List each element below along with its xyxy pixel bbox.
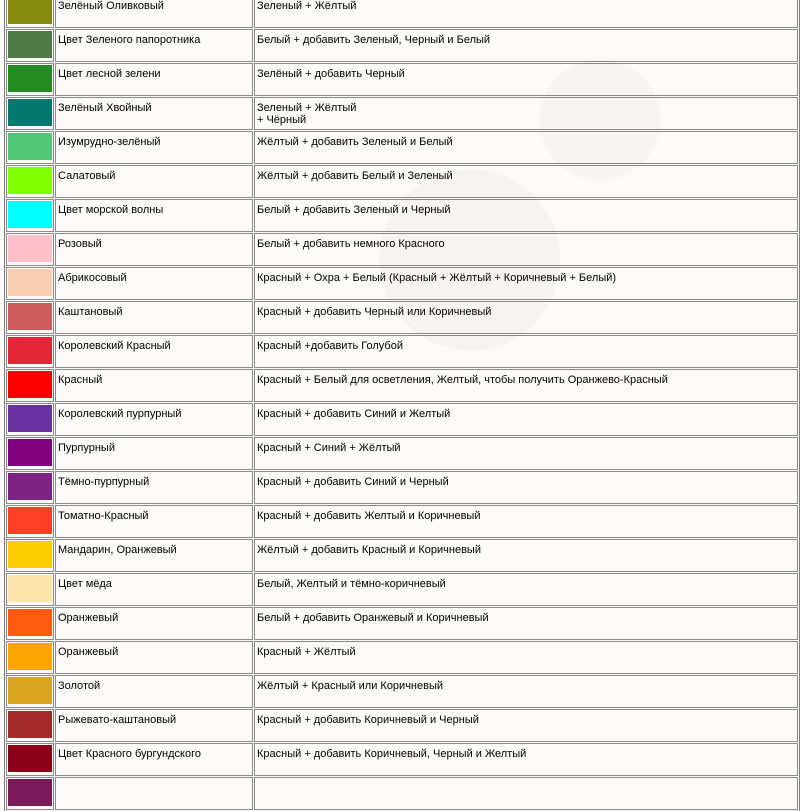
table-row [6, 301, 798, 334]
mix-recipe-cell [254, 165, 798, 198]
color-swatch [8, 779, 52, 806]
mix-recipe: Красный +добавить Голубой [257, 340, 403, 352]
color-name-cell [55, 29, 253, 62]
swatch-cell [6, 777, 54, 810]
color-name-cell [55, 63, 253, 96]
color-name: Оранжевый [58, 646, 119, 658]
color-swatch [8, 303, 52, 330]
color-name-cell [55, 335, 253, 368]
table-row [6, 29, 798, 62]
mix-recipe-cell [254, 437, 798, 470]
color-swatch [8, 643, 52, 670]
color-name-cell [55, 301, 253, 334]
table-row [6, 267, 798, 300]
swatch-cell [6, 199, 54, 232]
color-table-body [6, 0, 798, 810]
mix-recipe: Красный + добавить Коричневый и Черный [257, 714, 479, 726]
color-swatch [8, 235, 52, 262]
table-row [6, 641, 798, 674]
swatch-cell [6, 369, 54, 402]
swatch-cell [6, 335, 54, 368]
color-name-cell [55, 0, 253, 28]
mix-recipe: Красный + добавить Синий и Желтый [257, 408, 451, 420]
table-row [6, 63, 798, 96]
table-row [6, 403, 798, 436]
color-name-cell [55, 777, 253, 810]
color-name: Салатовый [58, 170, 116, 182]
color-name-cell [55, 471, 253, 504]
table-row [6, 777, 798, 810]
table-row [6, 369, 798, 402]
swatch-cell [6, 607, 54, 640]
mix-recipe: Зеленый + Жёлтый [257, 0, 357, 12]
color-name: Розовый [58, 238, 102, 250]
color-swatch [8, 269, 52, 296]
mix-recipe: Жёлтый + добавить Белый и Зеленый [257, 170, 453, 182]
swatch-cell [6, 165, 54, 198]
swatch-cell [6, 539, 54, 572]
color-swatch [8, 677, 52, 704]
mix-recipe-cell [254, 777, 798, 810]
mix-recipe-cell [254, 369, 798, 402]
swatch-cell [6, 471, 54, 504]
color-name-cell [55, 675, 253, 708]
color-name-cell [55, 199, 253, 232]
mix-recipe-cell [254, 607, 798, 640]
table-row [6, 437, 798, 470]
color-name-cell [55, 505, 253, 538]
color-swatch [8, 507, 52, 534]
swatch-cell [6, 437, 54, 470]
color-name-cell [55, 97, 253, 130]
mix-recipe: Белый + добавить Зеленый, Черный и Белый [257, 34, 491, 46]
color-swatch [8, 609, 52, 636]
table-row [6, 165, 798, 198]
mix-recipe-cell [254, 97, 798, 130]
swatch-cell [6, 131, 54, 164]
color-name: Цвет мёда [58, 578, 112, 590]
mix-recipe-cell [254, 335, 798, 368]
swatch-cell [6, 301, 54, 334]
color-name: Цвет Красного бургундского [58, 748, 201, 760]
color-name-cell [55, 403, 253, 436]
color-name: Томатно-Красный [58, 510, 149, 522]
color-swatch [8, 745, 52, 772]
table-row [6, 199, 798, 232]
mix-recipe: Красный + добавить Желтый и Коричневый [257, 510, 481, 522]
color-name-cell [55, 233, 253, 266]
table-row [6, 607, 798, 640]
table-row [6, 0, 798, 28]
mix-recipe-cell [254, 199, 798, 232]
color-name-cell [55, 437, 253, 470]
table-row [6, 131, 798, 164]
table-row [6, 709, 798, 742]
table-row [6, 675, 798, 708]
mix-recipe: Красный + добавить Коричневый, Черный и Желтый [257, 748, 527, 760]
mix-recipe: Белый + добавить Зеленый и Черный [257, 204, 451, 216]
color-name-cell [55, 607, 253, 640]
color-swatch [8, 575, 52, 602]
mix-recipe: Красный + добавить Синий и Черный [257, 476, 449, 488]
color-swatch [8, 405, 52, 432]
color-name: Цвет лесной зелени [58, 68, 161, 80]
swatch-cell [6, 403, 54, 436]
table-row [6, 97, 798, 130]
table-row [6, 233, 798, 266]
color-name: Рыжевато-каштановый [58, 714, 177, 726]
color-swatch [8, 167, 52, 194]
color-swatch [8, 473, 52, 500]
mix-recipe-cell [254, 0, 798, 28]
mix-recipe: Жёлтый + добавить Зеленый и Белый [257, 136, 453, 148]
color-name: Зелёный Хвойный [58, 102, 152, 114]
color-name: Красный [58, 374, 103, 386]
swatch-cell [6, 97, 54, 130]
mix-recipe-cell [254, 267, 798, 300]
color-name: Изумрудно-зелёный [58, 136, 161, 148]
color-swatch [8, 65, 52, 92]
swatch-cell [6, 743, 54, 776]
mix-recipe: Красный + Синий + Жёлтый [257, 442, 401, 454]
mix-recipe-cell [254, 131, 798, 164]
swatch-cell [6, 505, 54, 538]
color-name: Золотой [58, 680, 101, 692]
table-row [6, 573, 798, 606]
mix-recipe: Зеленый + Жёлтый + Чёрный [257, 102, 357, 126]
mix-recipe-cell [254, 539, 798, 572]
mix-recipe-cell [254, 505, 798, 538]
mix-recipe: Белый + добавить Оранжевый и Коричневый [257, 612, 489, 624]
color-name-cell [55, 369, 253, 402]
color-mixing-table [4, 0, 800, 811]
color-name: Королевский Красный [58, 340, 171, 352]
mix-recipe-cell [254, 709, 798, 742]
color-swatch [8, 439, 52, 466]
mix-recipe: Жёлтый + Красный или Коричневый [257, 680, 444, 692]
color-name: Каштановый [58, 306, 123, 318]
color-name-cell [55, 743, 253, 776]
mix-recipe-cell [254, 743, 798, 776]
table-row [6, 335, 798, 368]
swatch-cell [6, 675, 54, 708]
mix-recipe: Красный + Белый для осветления, Желтый, чтобы получить Оранжево-Красный [257, 374, 668, 386]
table-row [6, 743, 798, 776]
mix-recipe: Красный + Охра + Белый (Красный + Жёлтый + Коричневый + Белый) [257, 272, 617, 284]
color-name: Тёмно-пурпурный [58, 476, 150, 488]
color-swatch [8, 31, 52, 58]
mix-recipe-cell [254, 675, 798, 708]
color-swatch [8, 711, 52, 738]
mix-recipe: Жёлтый + добавить Красный и Коричневый [257, 544, 481, 556]
mix-recipe: Красный + добавить Черный или Коричневый [257, 306, 492, 318]
color-name-cell [55, 641, 253, 674]
mix-recipe: Красный + Жёлтый [257, 646, 356, 658]
color-name-cell [55, 267, 253, 300]
color-name-cell [55, 131, 253, 164]
color-name: Зелёный Оливковый [58, 0, 164, 12]
mix-recipe-cell [254, 63, 798, 96]
color-name-cell [55, 539, 253, 572]
mix-recipe: Белый, Желтый и тёмно-коричневый [257, 578, 446, 590]
color-swatch [8, 0, 52, 24]
swatch-cell [6, 0, 54, 28]
table-row [6, 505, 798, 538]
mix-recipe-cell [254, 641, 798, 674]
mix-recipe-cell [254, 233, 798, 266]
color-name: Королевский пурпурный [58, 408, 182, 420]
swatch-cell [6, 29, 54, 62]
color-swatch [8, 201, 52, 228]
color-name: Пурпурный [58, 442, 115, 454]
color-name-cell [55, 709, 253, 742]
swatch-cell [6, 641, 54, 674]
swatch-cell [6, 233, 54, 266]
mix-recipe-cell [254, 471, 798, 504]
table-row [6, 471, 798, 504]
swatch-cell [6, 573, 54, 606]
mix-recipe-cell [254, 573, 798, 606]
swatch-cell [6, 267, 54, 300]
color-name: Оранжевый [58, 612, 119, 624]
color-swatch [8, 99, 52, 126]
mix-recipe: Белый + добавить немного Красного [257, 238, 445, 250]
table-row [6, 539, 798, 572]
mix-recipe: Зелёный + добавить Черный [257, 68, 405, 80]
color-name: Цвет Зеленого папоротника [58, 34, 201, 46]
color-name: Цвет морской волны [58, 204, 164, 216]
color-name: Абрикосовый [58, 272, 127, 284]
color-name: Мандарин, Оранжевый [58, 544, 177, 556]
color-swatch [8, 541, 52, 568]
color-name-cell [55, 165, 253, 198]
swatch-cell [6, 709, 54, 742]
color-swatch [8, 337, 52, 364]
color-swatch [8, 371, 52, 398]
mix-recipe-cell [254, 29, 798, 62]
color-swatch [8, 133, 52, 160]
mix-recipe-cell [254, 301, 798, 334]
color-name-cell [55, 573, 253, 606]
swatch-cell [6, 63, 54, 96]
mix-recipe-cell [254, 403, 798, 436]
